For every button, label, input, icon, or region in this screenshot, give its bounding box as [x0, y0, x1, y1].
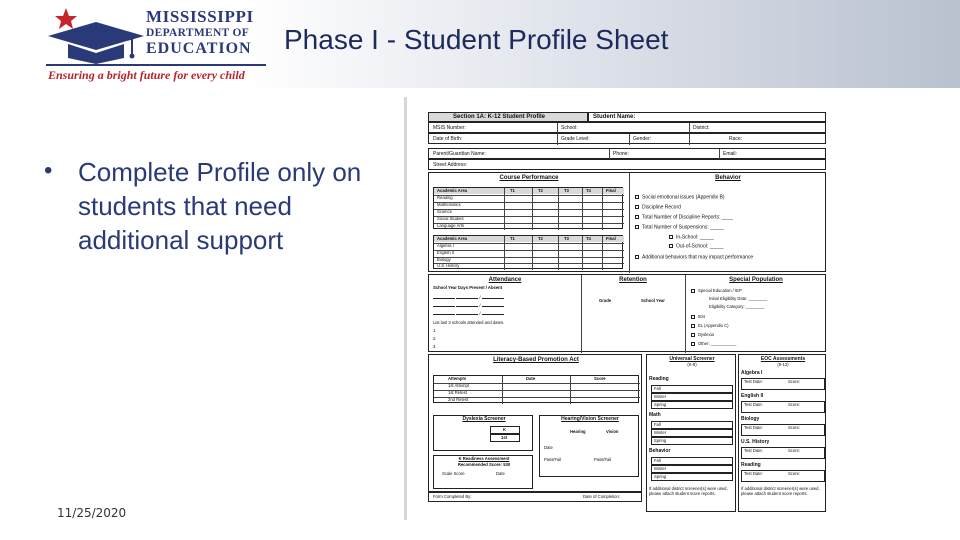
behavior-item-text: Discipline Record: [642, 204, 681, 211]
grid2-header: T2: [538, 236, 543, 241]
hv-row: Pass/Fail: [544, 457, 562, 462]
grid1-header: T1: [510, 188, 515, 193]
profile-sheet-image: [428, 112, 828, 514]
special-pop-item: Special Education / IEP: [698, 288, 742, 294]
info-row-3: [428, 148, 826, 159]
course-behavior-block: [428, 172, 826, 272]
behavior-item-6: [635, 255, 753, 261]
eoc-cell: Test Date:: [744, 402, 763, 407]
eoc-title: EOC Assessments: [760, 356, 806, 362]
behavior-item-text: Out-of-School: _____: [676, 243, 724, 250]
school-line: 1.: [433, 328, 437, 333]
literacy-block: [428, 354, 642, 492]
k-col: Date: [496, 471, 505, 476]
attendance-title: Attendance: [488, 277, 522, 283]
k-readiness-box: [433, 455, 533, 489]
grid1-row-label: Social Studies: [437, 216, 464, 221]
race-label: Race:: [729, 136, 743, 142]
literacy-row: 2nd Retest: [448, 397, 469, 402]
grade-level-label: Grade Level:: [561, 136, 590, 142]
grid1-header: Academic Area: [437, 188, 468, 193]
attendance-block: Attendance School Year Days Present / Absent / / / List last 3 schools attended and dates. 1. 2. 3. Retention Grade School Year Special Population Special Education / IEP Initial Eligibility Date: ________ Eligibility Category: ________ 504 EL (Appendix C) Dyslexia Other: ___________: [428, 274, 826, 352]
literacy-title: Literacy-Based Promotion Act: [493, 357, 579, 363]
slide-title: Phase I - Student Profile Sheet: [284, 24, 669, 55]
info-row-4: [428, 159, 826, 170]
course-grid-2: [433, 235, 623, 269]
hearing-vision-box: [539, 415, 639, 477]
grid1-row-label: Reading: [437, 195, 453, 200]
grid2-header: Final: [606, 236, 616, 241]
us-term: Fall: [654, 422, 661, 427]
behavior-item-text: Social emotional issues (Appendix B): [642, 194, 725, 201]
us-term: Fall: [654, 458, 661, 463]
eoc-cell: Test Date:: [744, 448, 763, 453]
student-name-label: Student Name:: [593, 114, 636, 120]
eoc-grade: (9-12): [777, 362, 789, 367]
grid2-header: T4: [586, 236, 591, 241]
grid2-header: Academic Area: [437, 236, 468, 241]
schools-label: List last 3 schools attended and dates.: [433, 320, 505, 325]
school-label: School:: [561, 125, 578, 131]
section-title: Section 1A: K-12 Student Profile: [453, 114, 546, 120]
universal-screener-grade: (K-8): [687, 362, 697, 367]
hv-col: Hearing: [570, 429, 586, 434]
grid2-row-label: Algebra I: [437, 243, 454, 248]
special-pop-item: 504: [698, 314, 705, 320]
divider: [404, 97, 407, 520]
special-pop-item: Eligibility Category: ________: [709, 304, 765, 309]
hearing-vision-title: Hearing/Vision Screener: [561, 416, 619, 422]
special-population-title: Special Population: [729, 277, 783, 283]
eoc-subject: English II: [741, 393, 764, 399]
dyslexia-row: 1st: [501, 435, 508, 440]
form-completed-label: Form Completed By:: [433, 494, 472, 499]
behavior-item-text: Total Number of Discipline Reports: ____: [642, 214, 733, 221]
behavior-item-text: In-School: _____: [676, 234, 714, 241]
eoc-note: If additional district screener(s) were used, please attach student score reports.: [741, 486, 820, 496]
behavior-item-4: [669, 235, 714, 241]
address-label: Street Address:: [433, 162, 468, 168]
literacy-col: Score: [594, 376, 606, 381]
completion-date-label: Date of Completion:: [583, 494, 621, 499]
sheet-footer-row: [428, 492, 642, 502]
dyslexia-row: K: [503, 427, 507, 432]
eoc-subject: Biology: [741, 416, 760, 422]
dyslexia-box: [433, 415, 533, 451]
hv-row: Pass/Fail: [594, 457, 612, 462]
special-pop-item: Other: ___________: [698, 341, 737, 347]
district-label: District:: [693, 125, 710, 131]
logo-line-2: DEPARTMENT OF: [146, 27, 250, 39]
hv-col: Vision: [606, 429, 619, 434]
behavior-item-0: [635, 195, 725, 201]
grid2-row-label: U.S. History: [437, 263, 460, 268]
grid1-row-label: Language Arts: [437, 223, 465, 228]
grid1-header: T4: [586, 188, 591, 193]
grid2-row-label: Biology: [437, 257, 451, 262]
msis-label: MSIS Number:: [433, 125, 466, 131]
us-term: Winter: [654, 430, 667, 435]
eoc-cell: Score:: [788, 448, 801, 453]
literacy-row: 1st Attempt: [448, 383, 469, 388]
universal-screener-block: [646, 354, 736, 512]
grid1-row-label: Science: [437, 209, 452, 214]
phone-label: Phone:: [613, 151, 629, 157]
eoc-subject: Reading: [741, 462, 761, 468]
logo-rule: [46, 64, 266, 66]
retention-col: Grade: [599, 298, 612, 303]
info-row-1: [428, 122, 826, 133]
eoc-cell: Score:: [788, 402, 801, 407]
eoc-subject: U.S. History: [741, 439, 770, 445]
behavior-item-5: [669, 244, 724, 250]
logo-line-1: MISSISSIPPI: [146, 7, 254, 26]
us-area: Math: [649, 412, 661, 418]
behavior-item-text: Total Number of Suspensions: _____: [642, 224, 724, 231]
section-title-cell: [428, 112, 588, 122]
info-row-2: [428, 133, 826, 144]
mde-logo: [40, 6, 275, 86]
eoc-cell: Score:: [788, 425, 801, 430]
eoc-cell: Score:: [788, 379, 801, 384]
grid1-row-label: Mathematics: [437, 202, 461, 207]
logo-line-3: EDUCATION: [146, 40, 252, 57]
eoc-block: [738, 354, 826, 512]
grid1-header: T3: [564, 188, 569, 193]
grid2-header: T1: [510, 236, 515, 241]
dob-label: Date of Birth:: [433, 136, 463, 142]
special-pop-item: Dyslexia: [698, 332, 714, 338]
eoc-cell: Test Date:: [744, 471, 763, 476]
us-term: Winter: [654, 394, 667, 399]
us-term: Winter: [654, 466, 667, 471]
eoc-subject: Algebra I: [741, 370, 763, 376]
slide-date: 11/25/2020: [57, 506, 127, 520]
behavior-item-3: [635, 225, 724, 231]
logo-tagline: Ensuring a bright future for every child: [48, 68, 245, 82]
literacy-col: Attempts: [448, 376, 467, 381]
grid1-header: Final: [606, 188, 616, 193]
universal-screener-title: Universal Screener: [669, 356, 715, 362]
us-note: If additional district screener(s) were used, please attach student score reports.: [649, 486, 728, 496]
literacy-row: 1st Retest: [448, 390, 467, 395]
school-line: 2.: [433, 336, 437, 341]
special-pop-item: Initial Eligibility Date: ________: [709, 296, 768, 301]
course-performance-title: Course Performance: [499, 175, 559, 181]
behavior-title: Behavior: [715, 175, 741, 181]
us-term: Spring: [654, 474, 667, 479]
bullet-item: Complete Profile only on students that need additional support: [78, 157, 362, 255]
retention-col: School Year: [641, 298, 665, 303]
grid2-row-label: English II: [437, 250, 455, 255]
course-grid-1: [433, 187, 623, 229]
student-name-cell: [588, 112, 826, 122]
school-line: 3.: [433, 344, 437, 349]
retention-title: Retention: [619, 277, 647, 283]
eoc-cell: Test Date:: [744, 379, 763, 384]
us-term: Spring: [654, 438, 667, 443]
special-pop-item: EL (Appendix C): [698, 323, 729, 329]
behavior-item-2: [635, 215, 733, 221]
hv-row: Date: [544, 445, 553, 450]
grid2-header: T3: [564, 236, 569, 241]
behavior-item-1: [635, 205, 681, 211]
attendance-cols: School Year Days Present / Absent: [433, 285, 503, 290]
parent-label: Parent/Guardian Name:: [433, 151, 486, 157]
us-term: Spring: [654, 402, 667, 407]
us-area: Reading: [649, 376, 669, 382]
literacy-col: Date: [526, 376, 536, 381]
us-term: Fall: [654, 386, 661, 391]
k-readiness-title: K Readiness Assessment: [458, 456, 510, 461]
k-readiness-sub: Recommended Score: 530: [457, 462, 511, 467]
k-col: Scale Score: [442, 471, 465, 476]
bullet-marker: •: [44, 157, 53, 184]
email-label: Email:: [723, 151, 737, 157]
literacy-table: [433, 375, 639, 403]
grid1-header: T2: [538, 188, 543, 193]
eoc-cell: Score:: [788, 471, 801, 476]
dyslexia-title: Dyslexia Screener: [462, 416, 506, 422]
us-area: Behavior: [649, 448, 671, 454]
behavior-item-text: Additional behaviors that may impact performance: [642, 254, 754, 261]
gender-label: Gender:: [633, 136, 652, 142]
eoc-cell: Test Date:: [744, 425, 763, 430]
logo-mortarboard-icon: [40, 6, 144, 66]
